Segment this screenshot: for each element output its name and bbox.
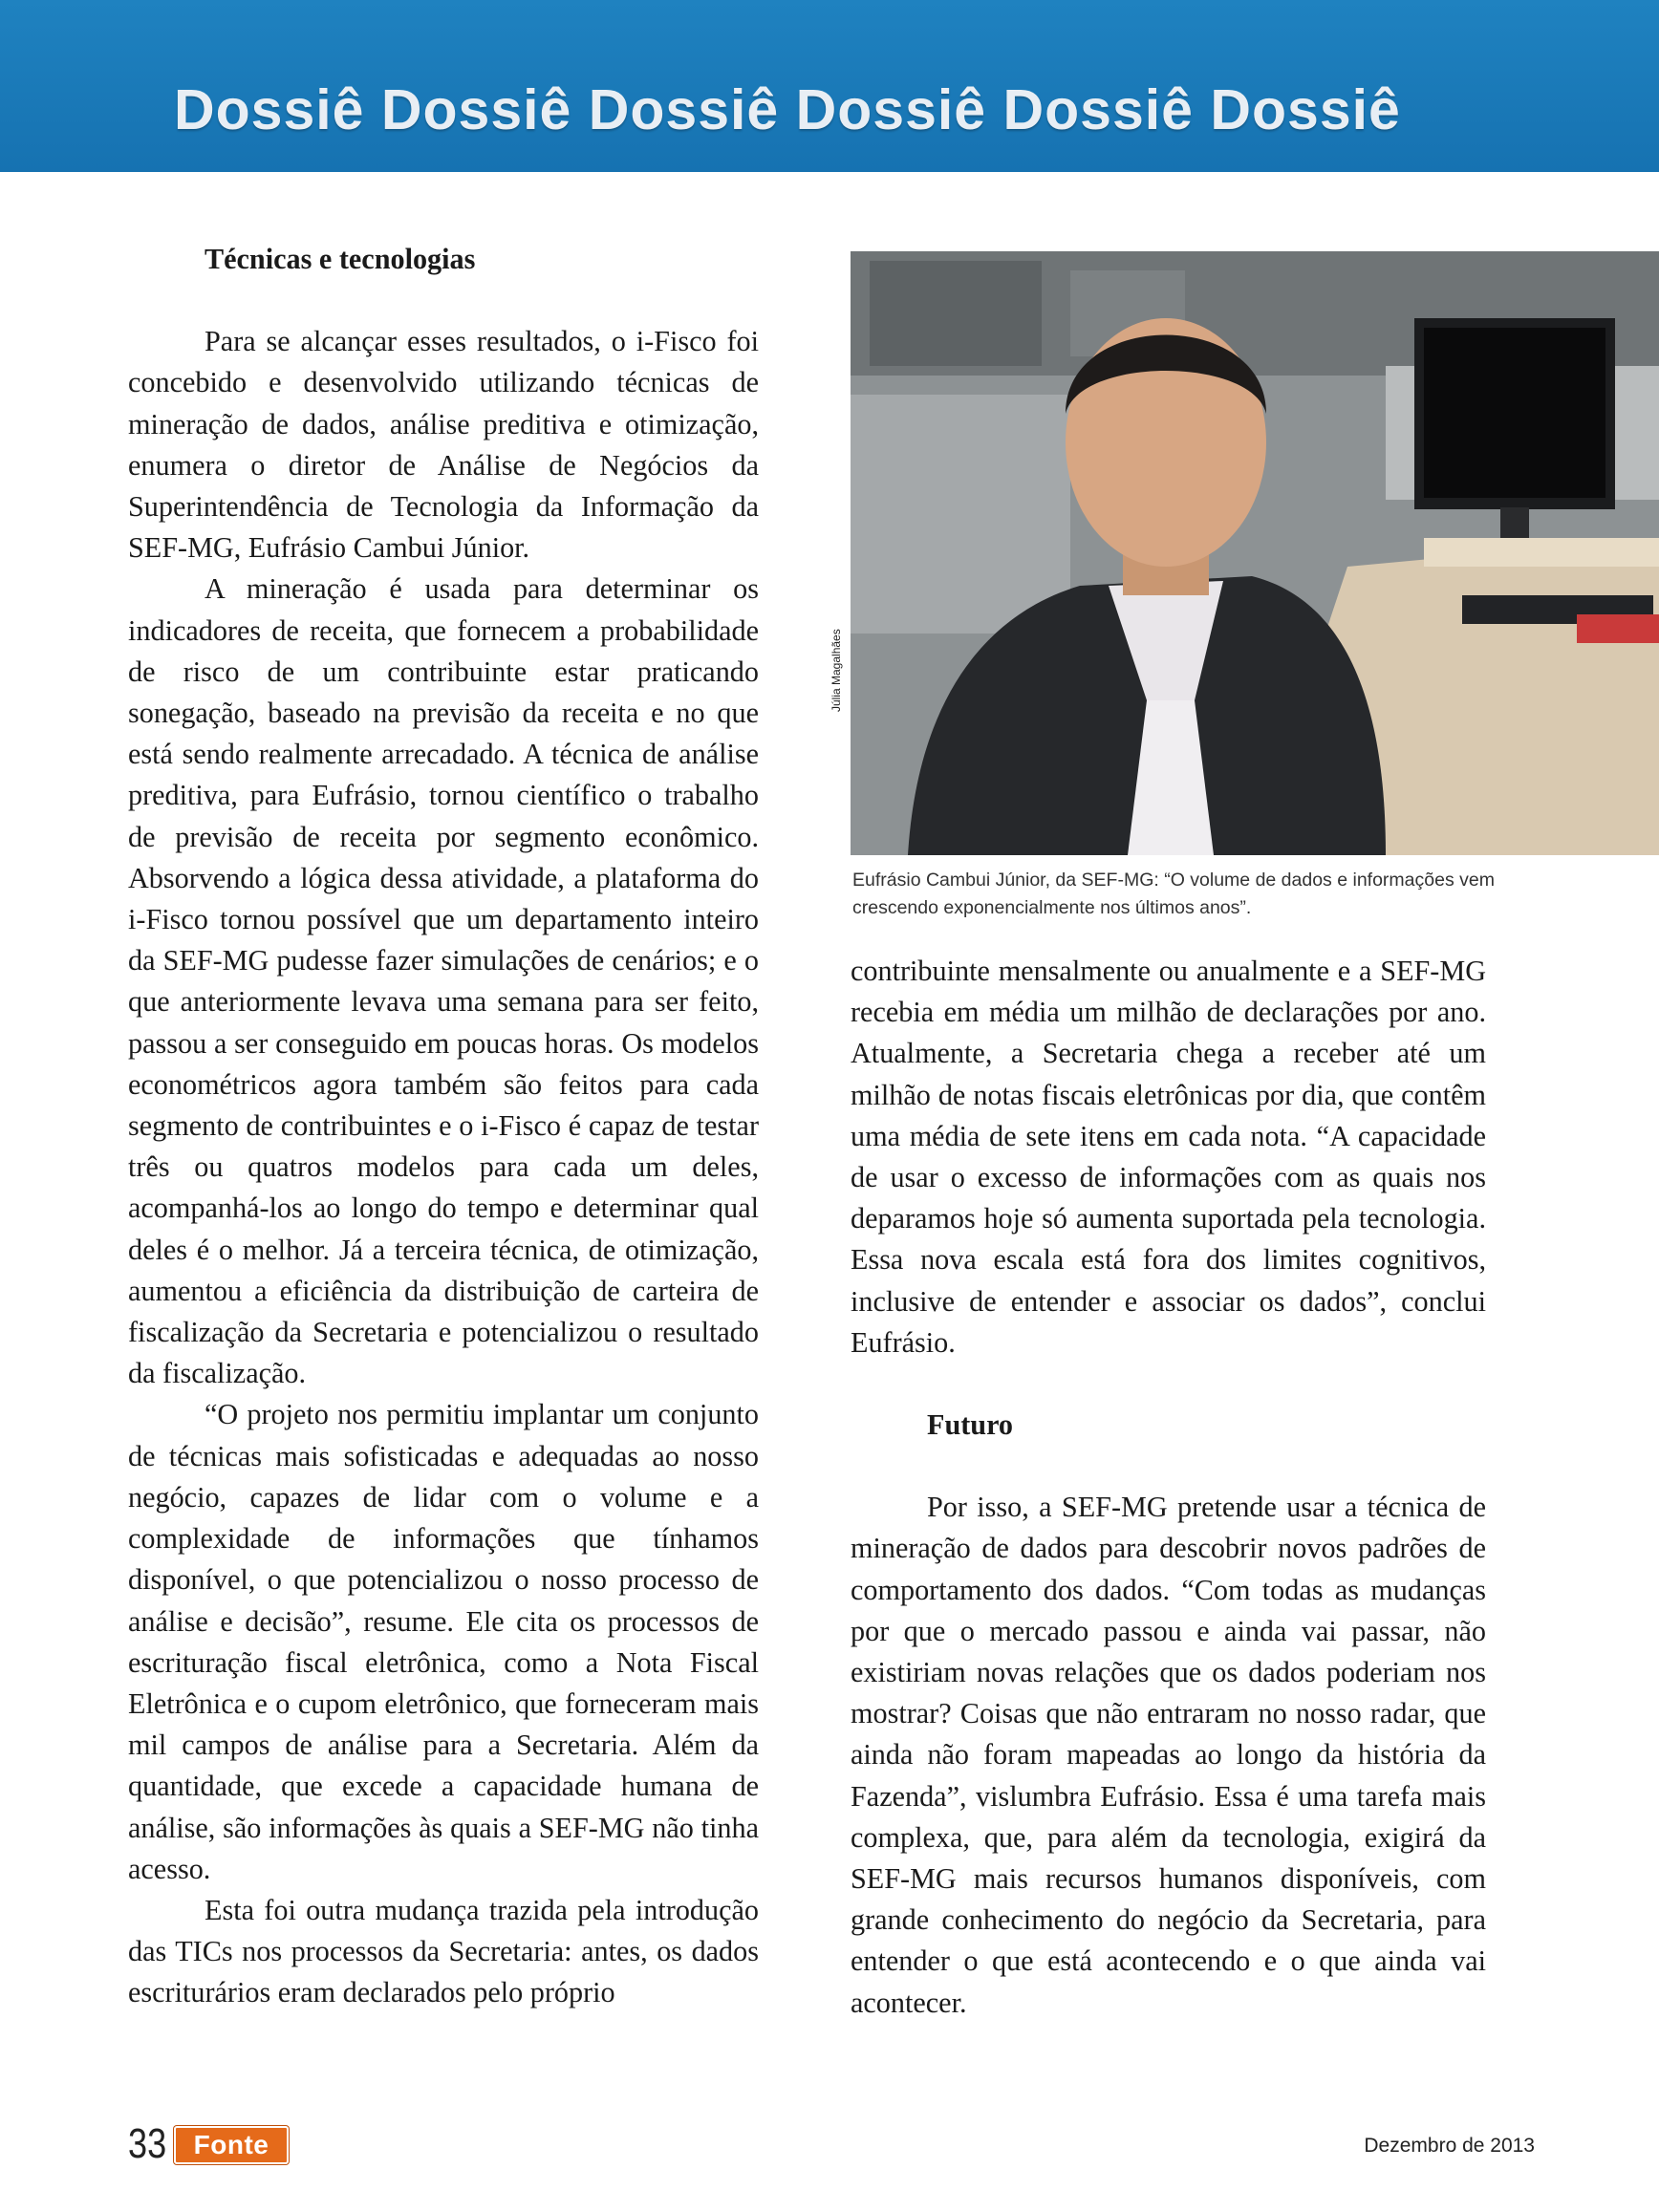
paragraph: Por isso, a SEF-MG pretende usar a técnica de mineração de dados para descobrir novos padrões de comportamento dos dados. “Com todas as mudanças por que o mercado passou e ainda vai passar, não existiriam novas relações que os dados poderiam nos mostrar? Coisas que não entraram no nosso radar, que ainda não foram mapeadas ao longo da história da Fazenda”, vislumbra Eufrásio. Essa é uma tarefa mais complexa, que, para além da tecnologia, exigirá da SEF-MG mais recursos humanos disponíveis, com grande conhecimento do negócio da Secretaria, para entender o que está acontecendo e o que ainda vai acontecer. xyxy=(851,1491,1486,2019)
paragraph-continuation: contribuinte mensalmente ou anualmente e a SEF-MG recebia em média um milhão de declarações por ano. Atualmente, a Secretaria chega a receber até um milhão de notas fiscais eletrônicas por dia, que contêm uma média de sete itens em cada nota. “A capacidade de usar o excesso de informações com as quais nos deparamos hoje só aumenta suportada pela tecnologia. Essa nova escala está fora dos limites cognitivos, inclusive de entender e associar os dados”, conclui Eufrásio. xyxy=(851,955,1486,1359)
header-banner xyxy=(0,0,1659,172)
section-heading-tecnicas: Técnicas e tecnologias xyxy=(205,243,476,275)
issue-date: Dezembro de 2013 xyxy=(1364,2135,1535,2157)
photo-illustration xyxy=(851,251,1659,855)
paragraph: A mineração é usada para determinar os indicadores de receita, que fornecem a probabilidade de risco de um contribuinte estar praticando sonegação, baseado na previsão da receita e no que está sendo realmente arrecadado. A técnica de análise preditiva, para Eufrásio, tornou científico o trabalho de previsão de receita por segmento econômico. Absorvendo a lógica dessa atividade, a plataforma do i-Fisco tornou possível que um departamento inteiro da SEF-MG pudesse fazer simulações de cenários; e o que anteriormente levava uma semana para ser feito, passou a ser conseguido em poucas horas. Os modelos econométricos agora também são feitos para cada segmento de contribuintes e o i-Fisco é capaz de testar três ou quatros modelos para cada um deles, acompanhá-los ao longo do tempo e determinar qual deles é o melhor. Já a terceira técnica, de otimização, aumentou a eficiência da distribuição de carteira de fiscalização da Secretaria e potencializou o resultado da fiscalização. xyxy=(128,572,759,1390)
magazine-logo xyxy=(174,2126,289,2164)
portrait-photo xyxy=(851,251,1659,855)
paragraph: Para se alcançar esses resultados, o i-Fisco foi concebido e desenvolvido utilizando técnicas de mineração de dados, análise preditiva e otimização, enumera o diretor de Análise de Negócios da Superintendência de Tecnologia da Informação da SEF-MG, Eufrásio Cambui Júnior. xyxy=(128,325,759,565)
page-number: 33 xyxy=(128,2120,167,2167)
logo-text: Fonte xyxy=(193,2130,269,2159)
photo-caption: Eufrásio Cambui Júnior, da SEF-MG: “O volume de dados e informações vem crescendo exponencialmente nos últimos anos”. xyxy=(852,870,1495,918)
section-heading-futuro: Futuro xyxy=(927,1408,1014,1442)
paragraph: “O projeto nos permitiu implantar um conjunto de técnicas mais sofisticadas e adequadas ao nosso negócio, capazes de lidar com o volume e a complexidade de informações que tínhamos disponível, o que potencializou o nosso processo de análise e decisão”, resume. Ele cita os processos de escrituração fiscal eletrônica, como a Nota Fiscal Eletrônica e o cupom eletrônico, que forneceram mais mil campos de análise para a Secretaria. Além da quantidade, que excede a capacidade humana de análise, são informações às quais a SEF-MG não tinha acesso. xyxy=(128,1398,759,1885)
photo-credit: Júlia Magalhães xyxy=(830,629,843,712)
left-column xyxy=(128,239,759,2014)
paragraph: Esta foi outra mudança trazida pela introdução das TICs nos processos da Secretaria: antes, os dados escriturários eram declarados pelo próprio xyxy=(128,1893,759,2009)
right-column xyxy=(851,951,1486,2024)
section-title: Dossiê Dossiê Dossiê Dossiê Dossiê Dossiê xyxy=(174,78,1401,141)
